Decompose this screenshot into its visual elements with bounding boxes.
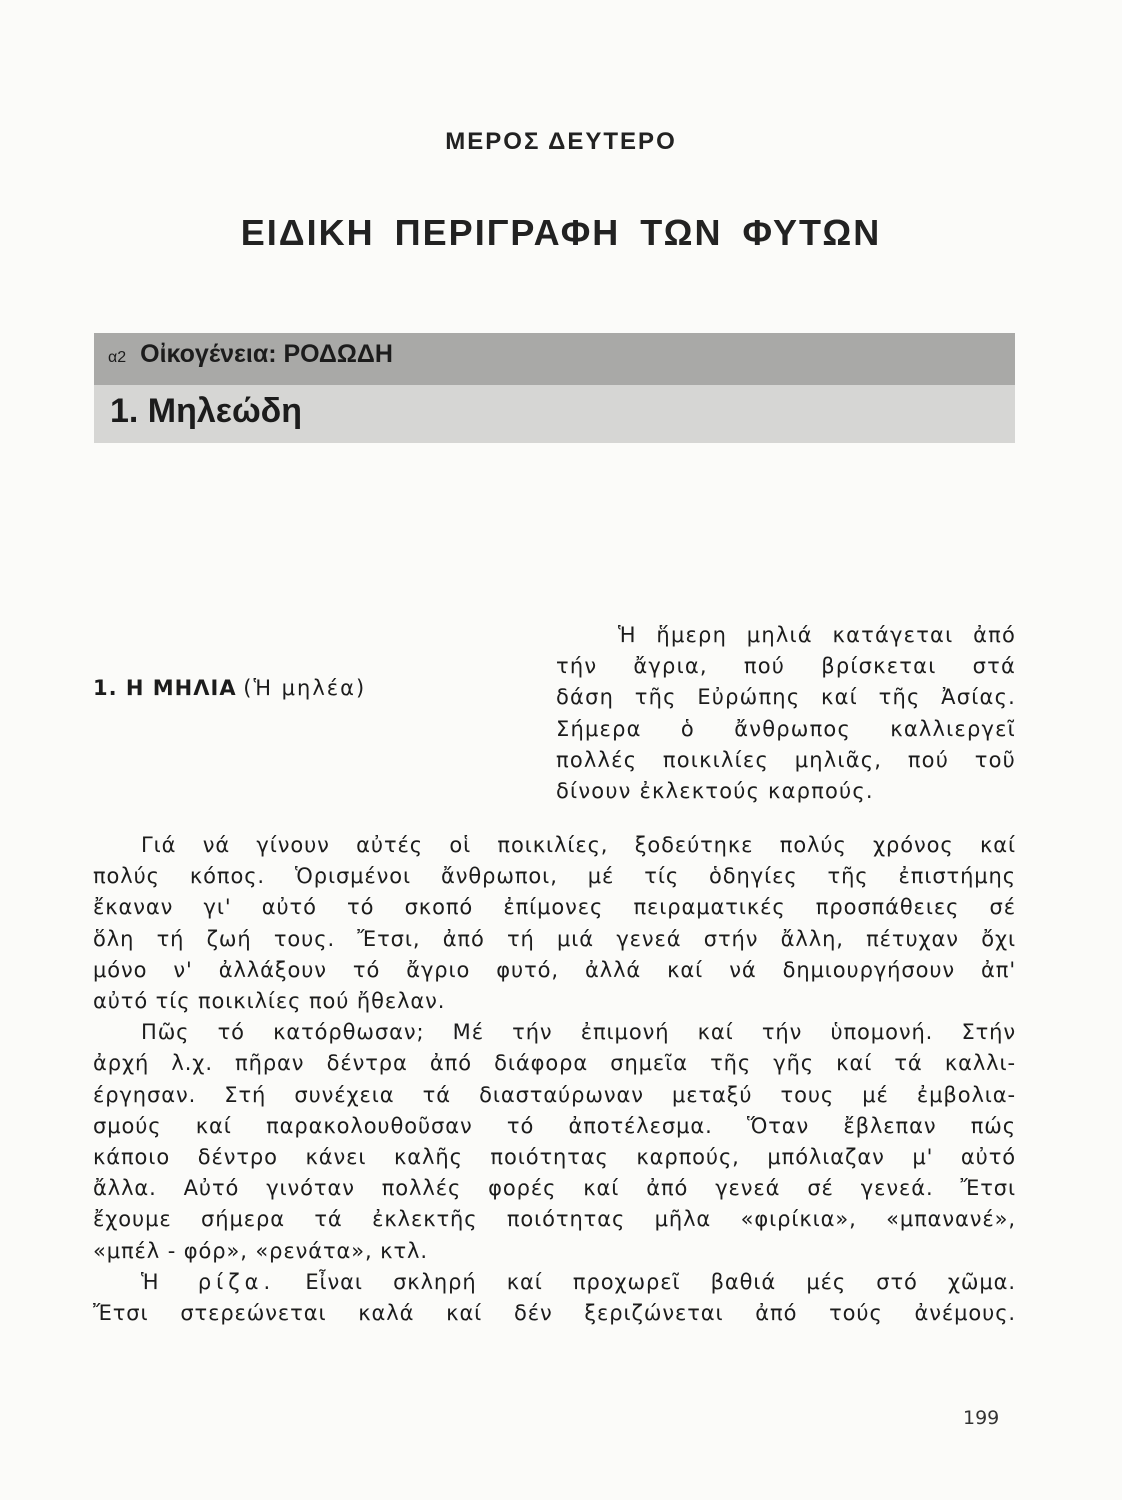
text-line: «μπέλ - φόρ», «ρενάτα», κτλ.	[93, 1238, 428, 1263]
text-line: ἀρχή λ.χ. πῆραν δέντρα ἀπό διάφορα σημεῖα τῆς γῆς καί τά καλλι-	[93, 1051, 1016, 1076]
intro-line: Σήμερα ὁ ἄνθρωπος καλλιεργεῖ	[556, 716, 1016, 741]
main-title: ΕΙΔΙΚΗ ΠΕΡΙΓΡΑΦΗ ΤΩΝ ΦΥΤΩΝ	[240, 212, 882, 253]
intro-line: τήν ἄγρια, πού βρίσκεται στά	[556, 654, 1016, 679]
text-line: ὅλη τή ζωή τους. Ἔτσι, ἀπό τή μιά γενεά στήν ἄλλη, πέτυχαν ὄχι	[93, 926, 1016, 951]
text-line: έργησαν. Στή συνέχεια τά διασταύρωναν μεταξύ τους μέ ἐμβολια-	[93, 1082, 1016, 1107]
section-heading: 1. Μηλεώδη	[110, 392, 303, 430]
term-text: Εἶναι σκληρή καί προχωρεῖ βαθιά μές στό χῶμα.	[305, 1269, 1016, 1294]
part-title: ΜΕΡΟΣ ΔΕΥΤΕΡΟ	[445, 128, 677, 155]
intro-line: δάση τῆς Εὐρώπης καί τῆς Ἀσίας.	[556, 685, 1016, 710]
text-line: αὐτό τίς ποικιλίες πού ἤθελαν.	[93, 989, 446, 1014]
text-line: Πῶς τό κατόρθωσαν; Μέ τήν ἐπιμονή καί τήν ὑπομονή. Στήν	[141, 1020, 1016, 1045]
intro-line: δίνουν ἐκλεκτούς καρπούς.	[556, 779, 874, 804]
intro-line: Ἡ ἥμερη μηλιά κατάγεται ἀπό	[618, 623, 1016, 647]
text-line: πολύς κόπος. Ὁρισμένοι ἄνθρωποι, μέ τίς ὁδηγίες τῆς ἐπιστήμης	[93, 864, 1016, 889]
text-line: ἄλλα. Αὐτό γινόταν πολλές φορές καί ἀπό γενεά σέ γενεά. Ἔτσι	[93, 1176, 1016, 1201]
text-line	[93, 1267, 1016, 1298]
family-label: Οἰκογένεια: ΡΟΔΩΔΗ	[140, 340, 393, 368]
text-line: Γιά νά γίνουν αὐτές οἱ ποικιλίες, ξοδεύτηκε πολύς χρόνος καί	[141, 833, 1016, 857]
text-line: Ἔτσι στερεώνεται καλά καί δέν ξεριζώνεται ἀπό τούς ἀνέμους.	[93, 1301, 1016, 1326]
text-line: σμούς καί παρακολουθοῦσαν τό ἀποτέλεσμα. Ὅταν ἔβλεπαν πώς	[93, 1113, 1016, 1138]
paragraph-2	[93, 1017, 1016, 1267]
plant-heading	[93, 676, 366, 700]
family-prefix: α2	[108, 349, 127, 366]
text-line: ἔχουμε σήμερα τά ἐκλεκτῆς ποιότητας μῆλα «φιρίκια», «μπανανέ»,	[93, 1207, 1016, 1232]
family-heading	[108, 340, 393, 369]
text-line: κάποιο δέντρο κάνει καλῆς ποιότητας καρπούς, μπόλιαζαν μ' αὐτό	[93, 1145, 1016, 1170]
plant-alt-name: (Ἡ μηλέα)	[243, 676, 367, 700]
text-line: μόνο ν' ἀλλάξουν τό ἄγριο φυτό, ἀλλά καί νά δημιουργήσουν ἀπ'	[93, 957, 1016, 982]
body-text	[93, 830, 1016, 1329]
paragraph-3	[93, 1267, 1016, 1329]
section-term: Ἡ ρίζα.	[141, 1269, 276, 1294]
paragraph-1	[93, 830, 1016, 1017]
intro-line: πολλές ποικιλίες μηλιᾶς, πού τοῦ	[556, 747, 1016, 772]
plant-name: 1. Η ΜΗΛΙΑ	[93, 676, 237, 700]
page-number: 199	[963, 1407, 1000, 1429]
intro-column	[556, 620, 1016, 807]
text-line: ἔκαναν γι' αὐτό τό σκοπό ἐπίμονες πειραματικές προσπάθειες σέ	[93, 895, 1016, 920]
